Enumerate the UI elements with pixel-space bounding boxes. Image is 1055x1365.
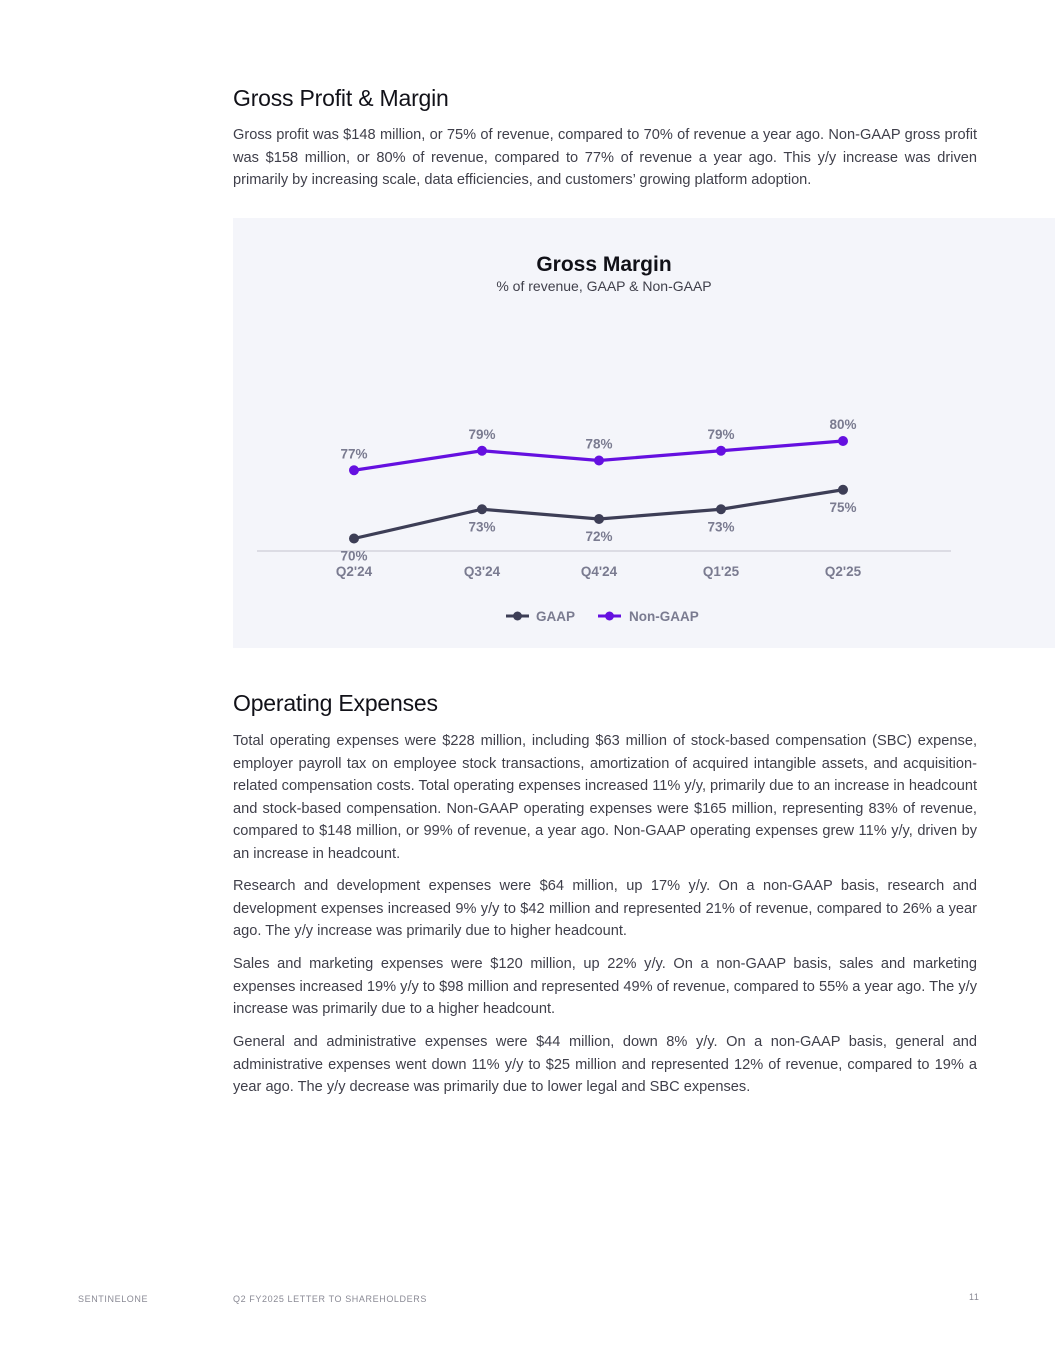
chart-subtitle: % of revenue, GAAP & Non-GAAP — [496, 278, 712, 294]
opex-paragraph-rnd: Research and development expenses were $64 million, up 17% y/y. On a non-GAAP basis, research and development expenses increased 9% y/y to $42 million and represented 21% of revenue, compared to 26% a year ago. The y/y increase was primarily due to higher headcount. — [233, 878, 977, 939]
x-tick-label-4: Q2'25 — [824, 564, 862, 579]
gaap-data-label-0: 70% — [340, 548, 368, 564]
non-gaap-data-label-3: 79% — [707, 426, 735, 442]
non-gaap-point-4 — [838, 436, 848, 446]
x-tick-label-0: Q2'24 — [335, 564, 373, 579]
opex-paragraph-sales-marketing: Sales and marketing expenses were $120 million, up 22% y/y. On a non-GAAP basis, sales and marketing expenses increased 19% y/y to $98 million and represented 49% of revenue, compared to 55% a year ago. The y/y increase was primarily due to a higher headcount. — [233, 956, 977, 1017]
non-gaap-data-label-0: 77% — [340, 446, 368, 462]
chart-legend — [506, 609, 699, 624]
x-tick-label-3: Q1'25 — [702, 564, 740, 579]
series-layer — [340, 417, 856, 564]
footer-document-title: Q2 FY2025 LETTER TO SHAREHOLDERS — [233, 1294, 427, 1304]
non-gaap-data-label-4: 80% — [829, 417, 857, 432]
gaap-point-4 — [838, 485, 848, 495]
x-tick-label-2: Q4'24 — [580, 564, 618, 579]
non-gaap-point-1 — [477, 446, 487, 456]
gross-margin-chart-svg — [233, 218, 1055, 648]
legend-label-gaap: GAAP — [536, 609, 576, 624]
gaap-data-label-3: 73% — [707, 519, 735, 535]
gross-margin-chart — [233, 218, 1055, 648]
gaap-point-0 — [349, 534, 359, 544]
section-title-gross-profit: Gross Profit & Margin — [233, 85, 449, 111]
non-gaap-point-0 — [349, 465, 359, 475]
gross-profit-paragraph: Gross profit was $148 million, or 75% of revenue, compared to 70% of revenue a year ago. Non-GAAP gross profit was $158 million, or 80% of revenue, compared to 77% of revenue a year ago. This y/y increase was driven primarily by increasing scale, data efficiencies, and customers’ growing platform adoption. — [233, 127, 977, 188]
non-gaap-data-label-2: 78% — [585, 436, 613, 452]
chart-title: Gross Margin — [536, 253, 672, 276]
gaap-data-label-2: 72% — [585, 529, 613, 544]
gaap-point-1 — [477, 504, 487, 514]
opex-paragraph-total: Total operating expenses were $228 million, including $63 million of stock-based compensation (SBC) expense, employer payroll tax on employee stock transactions, amortization of acquired intangible assets, and acquisition-related compensation costs. Total operating expenses increased 11% y/y, primarily due to an increase in headcount and stock-based compensation. Non-GAAP operating expenses were $165 million, representing 83% of revenue, compared to $148 million, or 99% of revenue, a year ago. Non-GAAP operating expenses grew 11% y/y, driven by an increase in headcount. — [233, 733, 977, 862]
gaap-point-2 — [594, 514, 604, 524]
non-gaap-point-3 — [716, 446, 726, 456]
gaap-point-3 — [716, 504, 726, 514]
opex-paragraph-gna: General and administrative expenses were $44 million, down 8% y/y. On a non-GAAP basis, general and administrative expenses went down 11% y/y to $25 million and represented 12% of revenue, compared to 19% a year ago. The y/y decrease was primarily due to lower legal and SBC expenses. — [233, 1034, 977, 1095]
x-tick-label-1: Q3'24 — [463, 564, 501, 579]
footer-company: SENTINELONE — [78, 1294, 149, 1304]
gaap-data-label-4: 75% — [829, 499, 857, 515]
legend-swatch-marker-non-gaap — [605, 612, 614, 621]
non-gaap-data-label-1: 79% — [468, 426, 496, 442]
gaap-data-label-1: 73% — [468, 519, 496, 535]
section-title-operating-expenses: Operating Expenses — [233, 690, 438, 716]
legend-swatch-marker-gaap — [513, 612, 522, 621]
x-tick-labels — [336, 564, 862, 579]
legend-label-non-gaap: Non-GAAP — [629, 609, 699, 624]
footer-page-number: 11 — [969, 1292, 980, 1302]
non-gaap-point-2 — [594, 456, 604, 466]
